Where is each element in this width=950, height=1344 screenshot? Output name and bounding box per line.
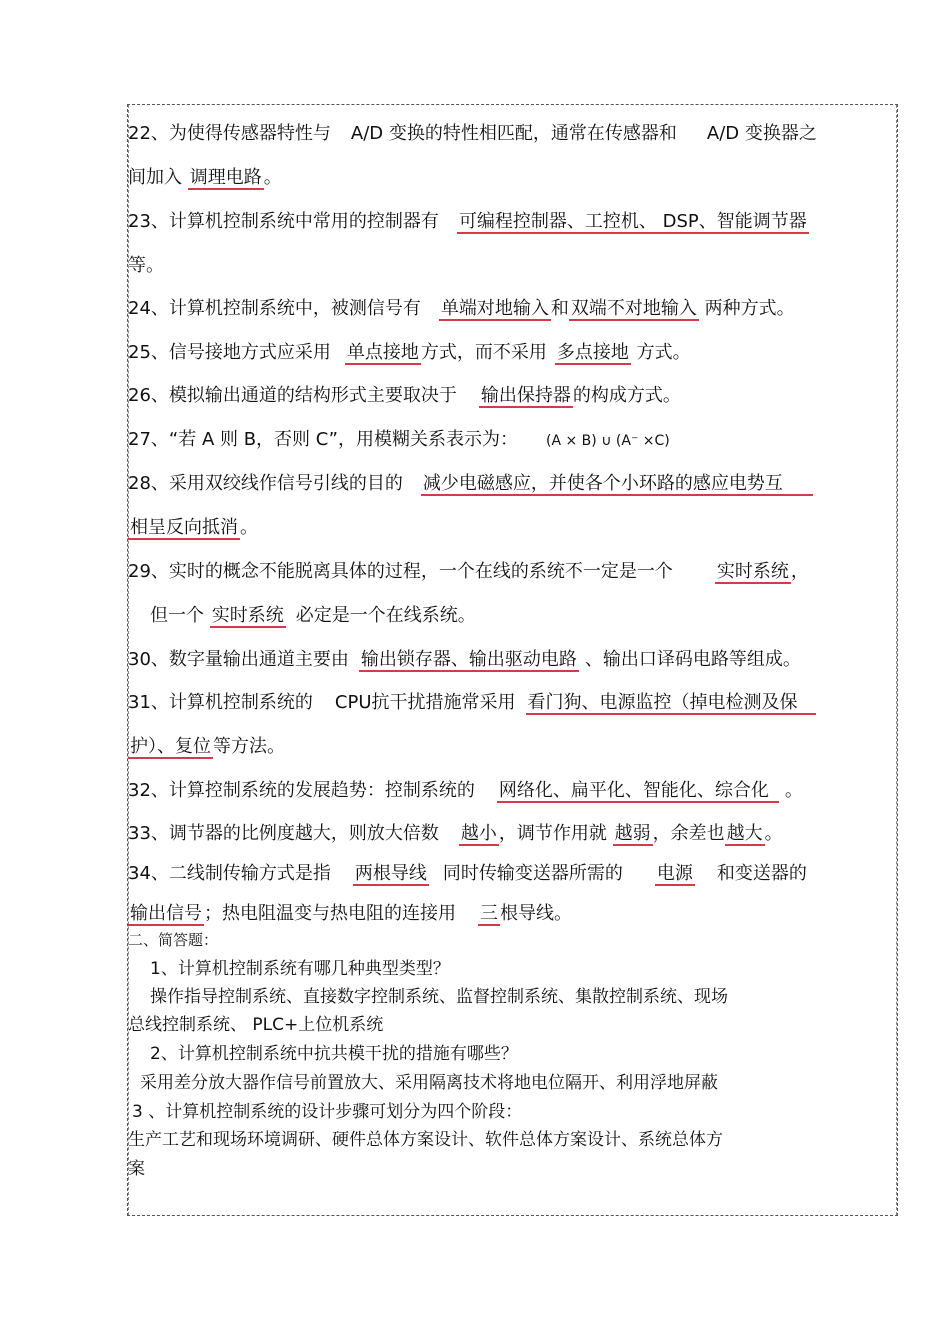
answer-34-3: 输出信号 bbox=[130, 903, 202, 924]
question-34-line1: 34、二线制传输方式是指 两根导线 同时传输变送器所需的 电源 和变送器的 bbox=[128, 863, 807, 884]
short-answer-3-answer-line2: 案 bbox=[128, 1159, 145, 1179]
answer-28-1: 减少电磁感应，并使各个小环路的感应电势互 bbox=[421, 473, 813, 496]
question-29-line1: 29、实时的概念不能脱离具体的过程，一个在线的系统不一定是一个 实时系统 ， bbox=[128, 561, 809, 582]
short-answer-2-answer: 采用差分放大器作信号前置放大、采用隔离技术将地电位隔开、利用浮地屏蔽 bbox=[140, 1073, 718, 1093]
short-answer-3-question: 3 、计算机控制系统的设计步骤可划分为四个阶段： bbox=[132, 1102, 523, 1122]
answer-29-2: 实时系统 bbox=[211, 605, 284, 626]
fuzzy-expression: (A × B) ∪ (A⁻ ×C) bbox=[546, 433, 670, 449]
answer-30: 输出锁存器、输出驱动电路 bbox=[360, 649, 577, 670]
short-answer-1-answer-line2: 总线控制系统、 PLC+上位机系统 bbox=[128, 1015, 384, 1035]
answer-29-1: 实时系统 bbox=[716, 561, 789, 582]
answer-23: 可编程控制器、工控机、 DSP、智能调节器 bbox=[458, 211, 807, 232]
answer-25-1: 单点接地 bbox=[346, 342, 419, 363]
question-22-line1: 22、为使得传感器特性与 A/D 变换的特性相匹配，通常在传感器和 A/D 变换器之 bbox=[128, 123, 817, 144]
question-26: 26、模拟输出通道的结构形式主要取决于 输出保持器 的构成方式。 bbox=[128, 385, 681, 406]
answer-22: 调理电路 bbox=[189, 167, 262, 188]
question-32: 32、计算控制系统的发展趋势：控制系统的 网络化、扁平化、智能化、综合化 。 bbox=[128, 780, 803, 801]
answer-33-1: 越小 bbox=[460, 823, 497, 844]
question-31-line2: 护）、复位 等方法。 bbox=[130, 736, 285, 757]
answer-31-2: 护）、复位 bbox=[130, 736, 211, 757]
question-23-line2: 等。 bbox=[128, 255, 164, 276]
short-answer-3-answer-line1: 生产工艺和现场环境调研、硬件总体方案设计、软件总体方案设计、系统总体方 bbox=[128, 1130, 723, 1150]
short-answer-1-answer-line1: 操作指导控制系统、直接数字控制系统、监督控制系统、集散控制系统、现场 bbox=[150, 987, 728, 1007]
question-25: 25、信号接地方式应采用 单点接地 方式，而不采用 多点接地 方式。 bbox=[128, 342, 691, 363]
answer-28-2: 相呈反向抵消 bbox=[130, 517, 238, 538]
question-33: 33、调节器的比例度越大，则放大倍数 越小 ，调节作用就 越弱 ，余差也 越大 。 bbox=[128, 823, 783, 844]
question-28-line2: 相呈反向抵消 。 bbox=[130, 517, 258, 538]
answer-34-4: 三 bbox=[480, 903, 498, 924]
question-22-line2: 间加入 调理电路 。 bbox=[128, 167, 282, 188]
question-34-line2: 输出信号 ；热电阻温变与热电阻的连接用 三 根导线。 bbox=[130, 903, 572, 924]
answer-33-2: 越弱 bbox=[614, 823, 651, 844]
answer-34-2: 电源 bbox=[656, 863, 693, 884]
answer-24-1: 单端对地输入 bbox=[440, 298, 549, 319]
short-answer-2-question: 2、计算机控制系统中抗共模干扰的措施有哪些？ bbox=[150, 1044, 518, 1064]
answer-32: 网络化、扁平化、智能化、综合化 bbox=[497, 780, 779, 803]
answer-31-1: 看门狗、电源监控（掉电检测及保 bbox=[526, 692, 816, 715]
answer-26: 输出保持器 bbox=[480, 385, 571, 406]
question-24: 24、计算机控制系统中，被测信号有 单端对地输入 和 双端不对地输入 两种方式。 bbox=[128, 298, 795, 319]
answer-24-2: 双端不对地输入 bbox=[570, 298, 697, 319]
section-2-title: 二、简答题： bbox=[128, 931, 219, 949]
question-23-line1: 23、计算机控制系统中常用的控制器有 可编程控制器、工控机、 DSP、智能调节器 bbox=[128, 211, 807, 232]
short-answer-1-question: 1、计算机控制系统有哪几种典型类型？ bbox=[150, 959, 450, 979]
question-30: 30、数字量输出通道主要由 输出锁存器、输出驱动电路 、输出口译码电路等组成。 bbox=[128, 649, 801, 670]
answer-33-3: 越大 bbox=[726, 823, 763, 844]
answer-25-2: 多点接地 bbox=[556, 342, 629, 363]
question-31-line1: 31、计算机控制系统的 CPU抗干扰措施常采用 看门狗、电源监控（掉电检测及保 bbox=[128, 691, 816, 715]
question-28-line1: 28、采用双绞线作信号引线的目的 减少电磁感应，并使各个小环路的感应电势互 bbox=[128, 472, 813, 496]
question-27: 27、“若 A 则 B，否则 C”，用模糊关系表示为： (A × B) ∪ (A⁻ ×C) bbox=[128, 429, 670, 450]
question-29-line2: 但一个 实时系统 必定是一个在线系统。 bbox=[150, 605, 476, 626]
answer-34-1: 两根导线 bbox=[354, 863, 427, 884]
